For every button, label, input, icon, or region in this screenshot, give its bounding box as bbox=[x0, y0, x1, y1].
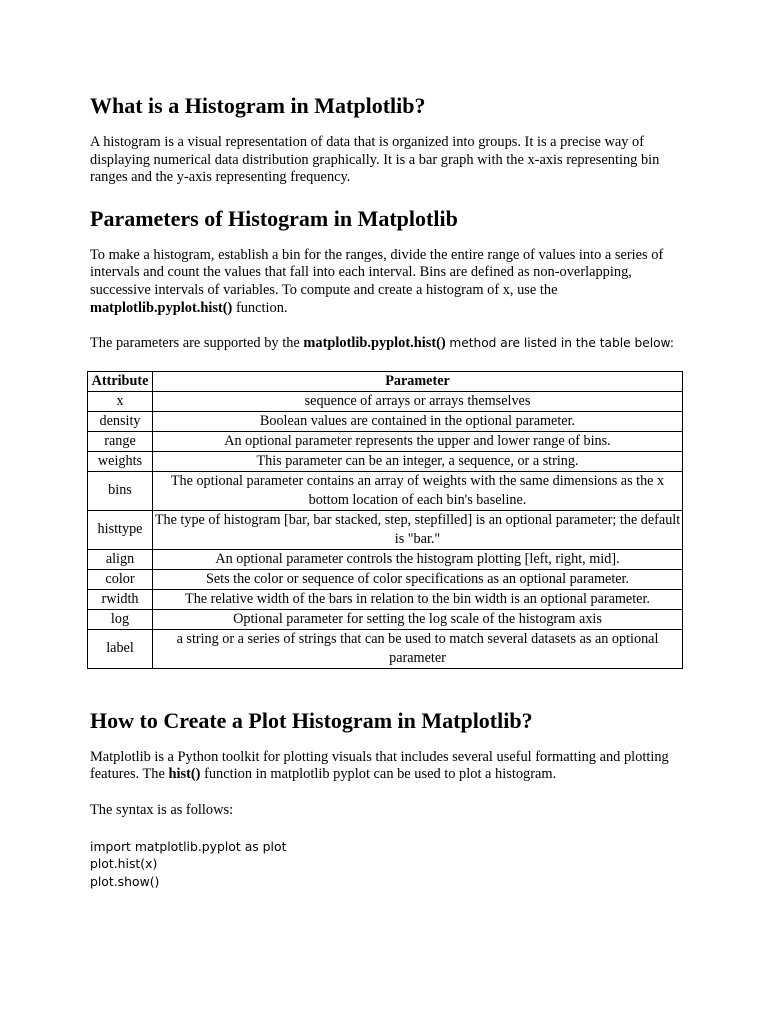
table-cell-parameter: The optional parameter contains an array of weights with the same dimensions as the x bottom location of each bin's baseline. bbox=[153, 471, 683, 510]
parameters-paragraph bbox=[90, 247, 682, 317]
table-cell-attribute: log bbox=[88, 609, 153, 629]
table-header-row bbox=[88, 371, 683, 391]
table-cell-parameter: a string or a series of strings that can be used to match several datasets as an optional parameter bbox=[153, 629, 683, 668]
parameters-table bbox=[87, 371, 683, 669]
section-title-parameters: Parameters of Histogram in Matplotlib bbox=[90, 205, 458, 231]
table-row bbox=[88, 451, 683, 471]
parameters-paragraph-text: To make a histogram, establish a bin for the ranges, divide the entire range of values into a series of intervals and count the values that fall into each interval. Bins are defined as non-overlapping, successive intervals of variables. To compute and create a histogram of x, use the bbox=[90, 246, 664, 298]
table-cell-attribute: x bbox=[88, 391, 153, 411]
table-cell-attribute: density bbox=[88, 411, 153, 431]
parameters-intro-text: The parameters are supported by the bbox=[90, 335, 300, 352]
table-header-attribute: Attribute bbox=[88, 371, 153, 391]
table-body bbox=[88, 391, 683, 668]
table-cell-parameter: An optional parameter represents the upper and lower range of bins. bbox=[153, 431, 683, 451]
table-row bbox=[88, 471, 683, 510]
table-row bbox=[88, 549, 683, 569]
table-cell-parameter: Sets the color or sequence of color specifications as an optional parameter. bbox=[153, 569, 683, 589]
table-cell-attribute: bins bbox=[88, 471, 153, 510]
table-cell-attribute: label bbox=[88, 629, 153, 668]
code-block bbox=[90, 838, 682, 891]
what-is-histogram-paragraph: A histogram is a visual representation of data that is organized into groups. It is a precise way of displaying numerical data distribution graphically. It is a bar graph with the x-axis representing bin ranges and the y-axis representing frequency. bbox=[90, 134, 660, 186]
parameters-intro bbox=[90, 335, 682, 353]
table-cell-attribute: color bbox=[88, 569, 153, 589]
table-cell-parameter: The relative width of the bars in relation to the bin width is an optional parameter. bbox=[153, 589, 683, 609]
table-cell-parameter: This parameter can be an integer, a sequence, or a string. bbox=[153, 451, 683, 471]
parameters-intro-tail: method are listed in the table below: bbox=[449, 336, 674, 351]
code-line: plot.show() bbox=[90, 873, 160, 889]
document-page bbox=[90, 92, 682, 890]
table-cell-parameter: Optional parameter for setting the log scale of the histogram axis bbox=[153, 609, 683, 629]
how-to-paragraph bbox=[90, 749, 682, 784]
table-cell-attribute: range bbox=[88, 431, 153, 451]
table-row bbox=[88, 510, 683, 549]
table-row bbox=[88, 411, 683, 431]
syntax-intro: The syntax is as follows: bbox=[90, 801, 234, 818]
table-cell-parameter: An optional parameter controls the histogram plotting [left, right, mid]. bbox=[153, 549, 683, 569]
how-to-paragraph-tail: function in matplotlib pyplot can be used to plot a histogram. bbox=[204, 766, 557, 783]
parameters-intro-function: matplotlib.pyplot.hist() bbox=[303, 335, 446, 352]
section-title-how-to-create: How to Create a Plot Histogram in Matplotlib? bbox=[90, 707, 533, 733]
how-to-paragraph-function: hist() bbox=[168, 766, 201, 783]
table-row bbox=[88, 589, 683, 609]
table-row bbox=[88, 569, 683, 589]
how-to-paragraph-text: Matplotlib is a Python toolkit for plotting visuals that includes several useful formatting and plotting features. The bbox=[90, 748, 669, 783]
code-line: plot.hist(x) bbox=[90, 856, 158, 872]
table-cell-attribute: rwidth bbox=[88, 589, 153, 609]
table-cell-attribute: weights bbox=[88, 451, 153, 471]
table-cell-parameter: The type of histogram [bar, bar stacked, step, stepfilled] is an optional parameter; the default is "bar." bbox=[153, 510, 683, 549]
table-header-parameter: Parameter bbox=[153, 371, 683, 391]
table-row bbox=[88, 609, 683, 629]
table-row bbox=[88, 391, 683, 411]
table-cell-parameter: Boolean values are contained in the optional parameter. bbox=[153, 411, 683, 431]
table-cell-attribute: align bbox=[88, 549, 153, 569]
section-title-what-is-histogram: What is a Histogram in Matplotlib? bbox=[90, 93, 426, 118]
table-row bbox=[88, 629, 683, 668]
parameters-paragraph-tail: function. bbox=[235, 299, 288, 316]
table-row bbox=[88, 431, 683, 451]
parameters-paragraph-function: matplotlib.pyplot.hist() bbox=[90, 299, 233, 316]
table-cell-attribute: histtype bbox=[88, 510, 153, 549]
code-line: import matplotlib.pyplot as plot bbox=[90, 838, 287, 854]
table-cell-parameter: sequence of arrays or arrays themselves bbox=[153, 391, 683, 411]
